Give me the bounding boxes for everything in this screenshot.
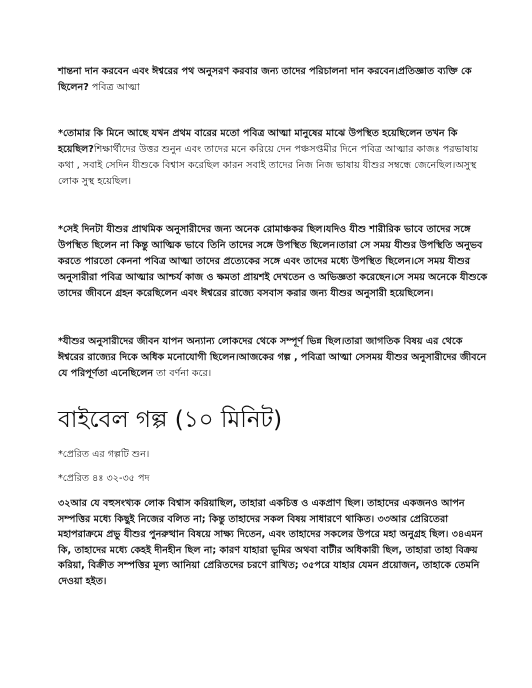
scripture-text: ৩২আর যে বহুসংখ্যক লোক বিশ্বাস করিয়াছিল, তাহারা একচিত্ত ও একপ্রাণ ছিল। তাহাদের একজনও আপন সম্পত্তির মধ্যে কিছুই নিজের বলিত না; কিন্তু তাহাদের সকল বিষয় সাধারণে থাকিত। ৩৩আর প্রেরিতেরা মহাপরাক্রমে প্রভু যীশুর পুনরুত্থান বিষয়ে সাক্ষ্য দিতেন, এবং তাহাদের সকলের উপরে মহা অনুগ্রহ ছিল। ৩৪এমন কি, তাহাদের মধ্যে কেহই দীনহীন ছিল না; কারণ যাহারা ভূমির অথবা বাটীর অধিকারী ছিল, তাহারা তাহা বিক্রয় করিয়া, বিক্রীত সম্পত্তির মূল্য আনিয়া প্রেরিতদের চরণে রাখিত; ৩৫পরে যাহার যেমন প্রয়োজন, তাহাকে তেমনি দেওয়া হইত।: [58, 498, 483, 587]
paragraph-first-time-question: [58, 126, 488, 190]
paragraph-promise: [58, 64, 488, 96]
paragraph-followers-life-tail: তা বর্ণনা করে।: [153, 368, 212, 379]
paragraph-first-time-answer: শিক্ষার্থীদের উত্তর শুনুন এবং তাদের মনে করিয়ে দেন পঞ্চসপ্তমীর দিনে পবিত্র আত্মার কাজঃ পরভাষায় কথা , সবাই সেদিন যীশুকে বিশ্বাস করেছিল কারন সবাই তাদের নিজ নিজ ভাষায় যীশুর সম্বন্ধে জেনেছিল।অসুস্থ লোক সুস্থ হয়েছিল।: [58, 144, 479, 187]
scripture-reference: *প্রেরিত ৪ঃ ৩২-৩৫ পদ: [58, 473, 150, 484]
section-heading: বাইবেল গল্প (১০ মিনিট): [58, 407, 283, 433]
paragraph-promise-answer: পবিত্র আত্মা: [88, 82, 140, 93]
paragraph-early-followers: *সেই দিনটা যীশুর প্রাথমিক অনুসারীদের জন্য অনেক রোমাঞ্চকর ছিল।যদিও যীশু শারীরিক ভাবে তাদের সঙ্গে উপস্থিত ছিলেন না কিন্তু আত্মিক ভাবে তিনি তাদের সঙ্গে উপস্থিত ছিলেন।তারা সে সময় যীশুর উপস্থিতি অনুভব করতে পারতো কেননা পবিত্র আত্মা তাদের প্রত্যেকের সঙ্গে এবং তাদের মধ্যে উপস্থিত ছিলেন।সে সময় যীশুর অনুসারীরা পবিত্র আত্মার আশ্চর্য কাজ ও ক্ষমতা প্রায়শই দেখতেন ও অভিজ্ঞতা করেছেন।সে সময় অনেকে যীশুকে তাদের জীবনে গ্রহন করেছিলেন এবং ঈশ্বরের রাজ্যে বসবাস করার জন্য যীশুর অনুসারী হয়েছিলেন।: [58, 224, 488, 299]
paragraph-followers-life: [58, 334, 488, 382]
paragraph-first-time-prompt: *তোমার কি মিনে আছে যখন প্রথম বারের মতো পবিত্র আত্মা মানুষের মাঝে উপস্থিত হয়েছিলেন তখন কি হয়েছিল?: [58, 128, 458, 155]
paragraph-promise-question: শান্তনা দান করবেন এবং ঈশ্বরের পথ অনুসরণ করবার জন্য তাদের পরিচালনা দান করবেন।প্রতিজ্ঞাত ব্যক্তি কে ছিলেন?: [58, 66, 472, 93]
paragraph-followers-life-main: *যীশুর অনুসারীদের জীবন যাপন অন্যান্য লোকদের থেকে সম্পূর্ণ ভিন্ন ছিল।তারা জাগতিক বিষয় এর থেকে ঈশ্বরের রাজ্যের দিকে অধিক মনোযোগী ছিলেন।আজকের গল্প , পবিত্রা আত্মা সেসময় যীশুর অনুসারীদের জীবনে যে পরিপূর্ণতা এনেছিলেন: [58, 336, 487, 379]
story-instruction: *প্রেরিত এর গল্পটি শুন।: [58, 449, 150, 460]
document-page: [58, 64, 488, 590]
